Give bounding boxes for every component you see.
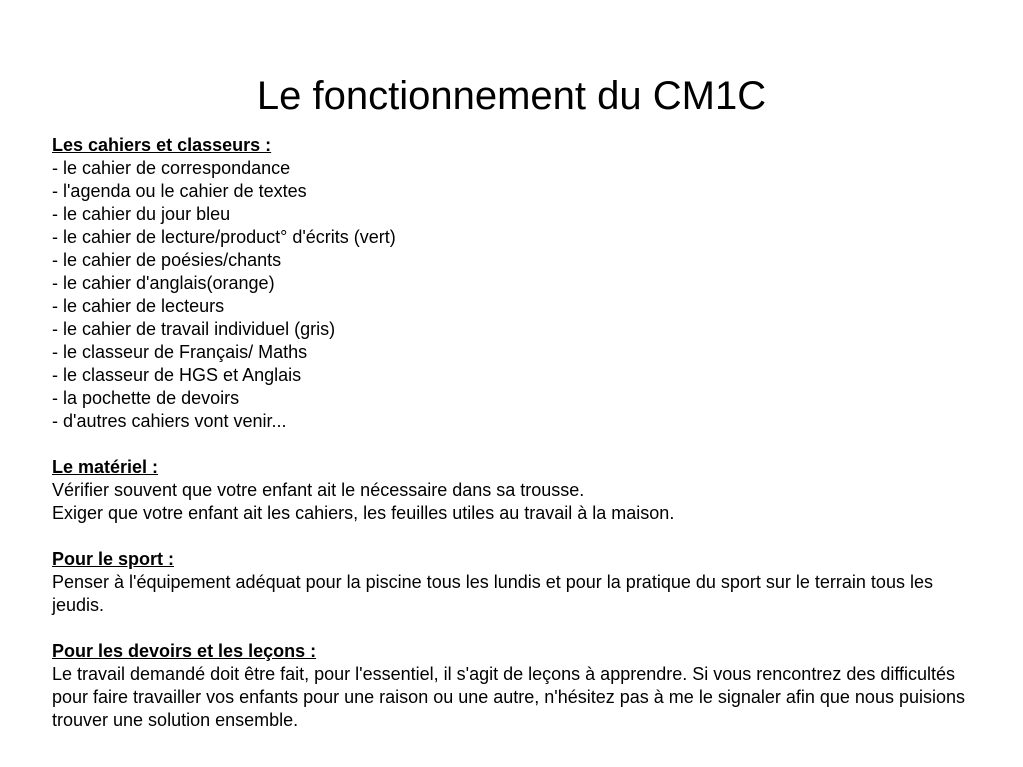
list-item: - le cahier de correspondance (52, 158, 291, 178)
list-item: - la pochette de devoirs (52, 388, 240, 408)
list-item: - le cahier de poésies/chants (52, 250, 282, 270)
list-item: - le classeur de HGS et Anglais (52, 365, 302, 385)
section-heading: Pour les devoirs et les leçons : (52, 641, 317, 661)
paragraph-line: Le travail demandé doit être fait, pour l'essentiel, il s'agit de leçons à apprendre. Si vous rencontrez des difficultés pour faire travailler vos enfants pour une raison ou une autre, n'hésitez pas à me le signaler afin que nous puisions trouver une solution ensemble. (52, 664, 965, 730)
section-heading: Pour le sport : (52, 549, 175, 569)
slide-content (52, 134, 982, 755)
list-item: - le classeur de Français/ Maths (52, 342, 308, 362)
section-sport (52, 548, 982, 617)
list-item: - le cahier du jour bleu (52, 204, 231, 224)
list-item: - le cahier de lecture/product° d'écrits (vert) (52, 227, 396, 247)
list-item: - le cahier de travail individuel (gris) (52, 319, 336, 339)
section-heading: Le matériel : (52, 457, 159, 477)
list-item: - le cahier de lecteurs (52, 296, 225, 316)
section-devoirs (52, 640, 982, 732)
paragraph-line: Vérifier souvent que votre enfant ait le nécessaire dans sa trousse. (52, 480, 585, 500)
paragraph-line: Exiger que votre enfant ait les cahiers, les feuilles utiles au travail à la maison. (52, 503, 675, 523)
paragraph-line: Penser à l'équipement adéquat pour la piscine tous les lundis et pour la pratique du sport sur le terrain tous les jeudis. (52, 572, 933, 615)
list-item: - d'autres cahiers vont venir... (52, 411, 287, 431)
section-heading: Les cahiers et classeurs : (52, 135, 272, 155)
section-cahiers (52, 134, 982, 433)
slide-title: Le fonctionnement du CM1C (256, 74, 767, 118)
list-item: - le cahier d'anglais(orange) (52, 273, 275, 293)
section-materiel (52, 456, 982, 525)
list-item: - l'agenda ou le cahier de textes (52, 181, 307, 201)
